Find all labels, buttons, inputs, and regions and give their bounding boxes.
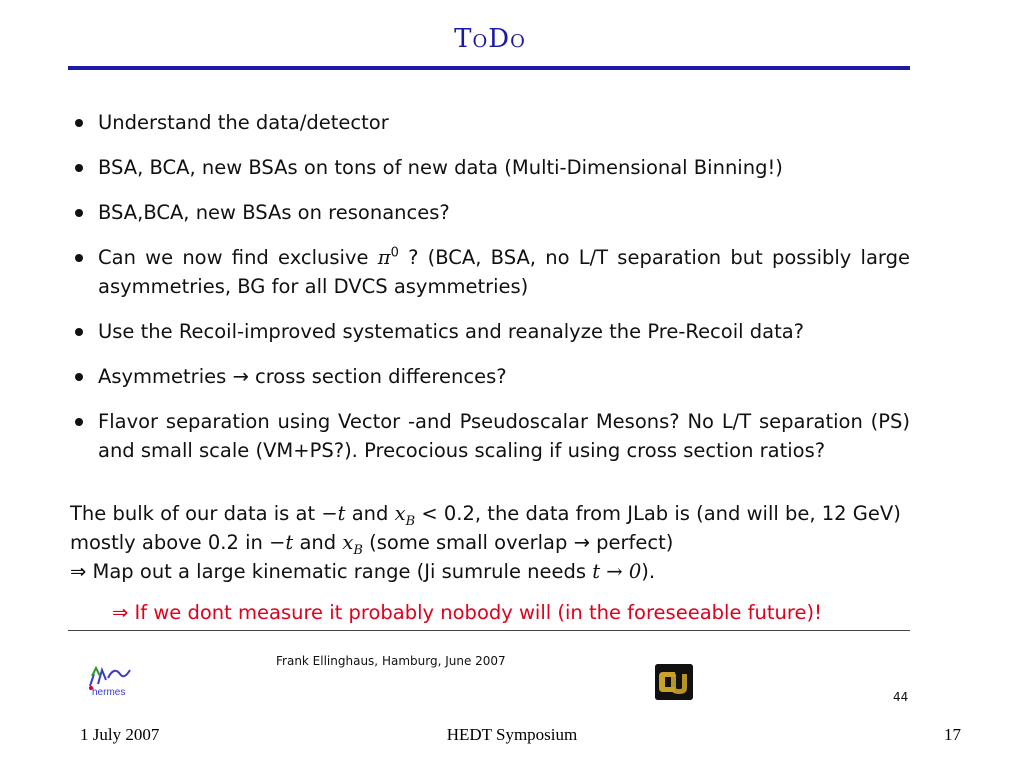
summary-text: ⇒ Map out a large kinematic range (Ji sumrule needs (70, 560, 593, 583)
item-text: Understand the data/detector (98, 111, 389, 134)
list-item (70, 362, 910, 391)
summary-text: ). (641, 560, 656, 583)
logo-text: hermes (92, 687, 126, 698)
math-x: x (342, 531, 354, 554)
math-x: x (394, 502, 406, 525)
math-t-limit: t → 0 (592, 560, 642, 583)
footer-page-number: 17 (944, 725, 961, 744)
item-text: Flavor separation using Vector -and Pseudoscalar Mesons? No L/T separation (PS) and small scale (VM+PS?). Precocious scaling if using cross section ratios? (98, 410, 910, 462)
slide-title: ToDo (454, 24, 526, 54)
hermes-logo-icon (84, 664, 136, 698)
footer-date: 1 July 2007 (80, 725, 160, 744)
summary-text: The bulk of our data is at (70, 502, 322, 525)
title-divider (68, 66, 910, 70)
footer-event: HEDT Symposium (446, 725, 578, 744)
bullet-icon (75, 254, 83, 262)
list-item (70, 243, 910, 301)
summary-paragraph (70, 499, 910, 586)
bullet-icon (75, 328, 83, 336)
item-text: Use the Recoil-improved systematics and reanalyze the Pre-Recoil data? (98, 320, 805, 343)
summary-text: < 0.2, the data from JLab is (and will be, 12 GeV) mostly above 0.2 in (70, 502, 901, 554)
inner-page-number: 44 (893, 690, 909, 704)
summary-text: (some small overlap → perfect) (362, 531, 674, 554)
list-item (70, 108, 910, 137)
pi-symbol: π (377, 246, 391, 269)
bullet-icon (75, 373, 83, 381)
conclusion-text: ⇒ If we dont measure it probably nobody will (in the foreseeable future)! (112, 601, 822, 624)
university-logo-icon (655, 664, 693, 700)
item-text-post: ? (BCA, BSA, no L/T separation but possibly large asymmetries, BG for all DVCS asymmetries) (98, 246, 910, 298)
bullet-icon (75, 209, 83, 217)
item-text: BSA,BCA, new BSAs on resonances? (98, 201, 450, 224)
summary-text: and (345, 502, 395, 525)
author-credit: Frank Ellinghaus, Hamburg, June 2007 (276, 654, 506, 668)
math-minus-t: −t (269, 531, 294, 554)
bullet-icon (75, 418, 83, 426)
list-item (70, 317, 910, 346)
list-item (70, 153, 910, 182)
bullet-icon (75, 164, 83, 172)
pi-superscript: 0 (390, 245, 399, 261)
item-text-pre: Can we now find exclusive (98, 246, 378, 269)
math-minus-t: −t (321, 502, 346, 525)
bullet-icon (75, 119, 83, 127)
summary-text: and (293, 531, 343, 554)
math-subscript-b: B (405, 513, 416, 529)
item-text: BSA, BCA, new BSAs on tons of new data (Multi-Dimensional Binning!) (98, 156, 783, 179)
item-text: Asymmetries → cross section differences? (98, 365, 507, 388)
math-subscript-b: B (353, 542, 363, 558)
list-item (70, 407, 910, 465)
bottom-divider (68, 630, 910, 631)
todo-list (70, 108, 910, 481)
list-item (70, 198, 910, 227)
